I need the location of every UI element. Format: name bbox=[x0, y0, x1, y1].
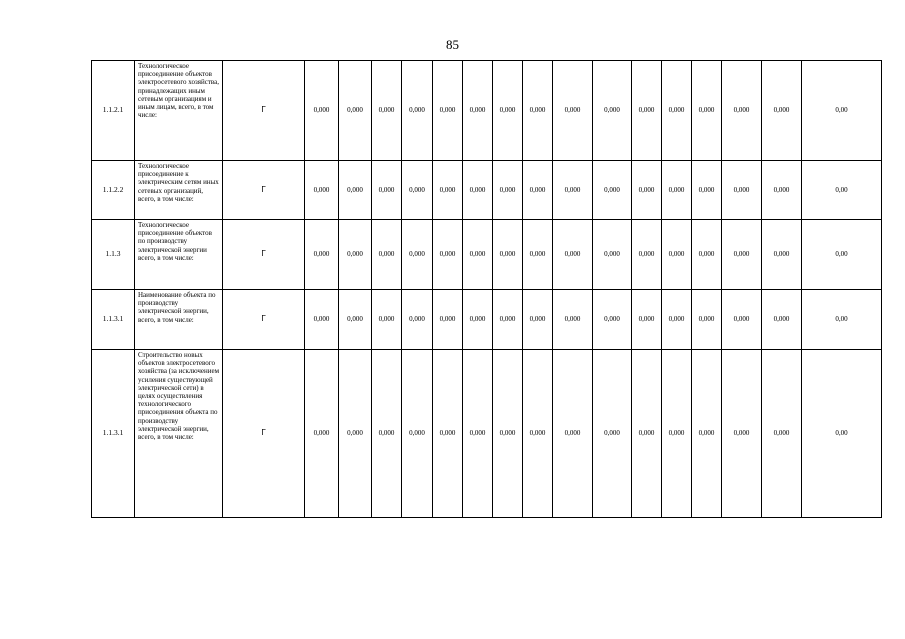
row-value: 0,000 bbox=[553, 220, 593, 290]
row-value: 0,000 bbox=[662, 350, 692, 518]
row-name: Технологическое присоединение к электрическим сетям иных сетевых организаций, всего, в том числе: bbox=[135, 161, 223, 220]
row-value: 0,00 bbox=[802, 290, 882, 350]
row-value: 0,000 bbox=[433, 290, 463, 350]
row-value: 0,000 bbox=[762, 161, 802, 220]
row-value: 0,000 bbox=[463, 61, 493, 161]
table-row bbox=[92, 290, 882, 350]
row-value: 0,000 bbox=[523, 161, 553, 220]
row-name: Технологическое присоединение объектов электросетевого хозяйства, принадлежащих иным сетевым организациям и иным лицам, всего, в том числе: bbox=[135, 61, 223, 161]
row-value: 0,000 bbox=[593, 220, 632, 290]
row-value: 0,000 bbox=[593, 161, 632, 220]
row-value: 0,000 bbox=[692, 220, 722, 290]
row-value: 0,000 bbox=[463, 290, 493, 350]
page-number: 85 bbox=[446, 37, 459, 52]
row-code: 1.1.2.1 bbox=[92, 61, 135, 161]
row-value: 0,000 bbox=[593, 290, 632, 350]
row-value: 0,000 bbox=[339, 161, 372, 220]
row-value: 0,000 bbox=[305, 350, 339, 518]
row-value: 0,000 bbox=[553, 161, 593, 220]
row-value: 0,000 bbox=[692, 350, 722, 518]
row-value: 0,000 bbox=[305, 61, 339, 161]
row-value: 0,000 bbox=[339, 220, 372, 290]
row-value: 0,000 bbox=[372, 290, 402, 350]
row-value: 0,000 bbox=[463, 350, 493, 518]
row-value: 0,000 bbox=[402, 290, 433, 350]
row-name: Технологическое присоединение объектов по производству электрической энергии всего, в том числе: bbox=[135, 220, 223, 290]
row-value: 0,000 bbox=[632, 161, 662, 220]
row-value: 0,000 bbox=[372, 220, 402, 290]
row-value: 0,000 bbox=[463, 161, 493, 220]
row-value: 0,000 bbox=[692, 161, 722, 220]
row-code: 1.1.2.2 bbox=[92, 161, 135, 220]
row-code: 1.1.3.1 bbox=[92, 290, 135, 350]
row-code: 1.1.3 bbox=[92, 220, 135, 290]
row-value: 0,000 bbox=[722, 61, 762, 161]
row-value: 0,000 bbox=[523, 61, 553, 161]
row-unit: Г bbox=[223, 350, 305, 518]
row-name: Строительство новых объектов электросетевого хозяйства (за исключением усиления существующей электрической сети) в целях осуществления технологического присоединения объекта по производству электрической энергии, всего, в том числе: bbox=[135, 350, 223, 518]
row-value: 0,000 bbox=[662, 290, 692, 350]
row-value: 0,000 bbox=[523, 220, 553, 290]
row-value: 0,000 bbox=[493, 161, 523, 220]
row-value: 0,00 bbox=[802, 220, 882, 290]
row-value: 0,000 bbox=[593, 350, 632, 518]
row-value: 0,000 bbox=[553, 290, 593, 350]
investment-table bbox=[91, 60, 882, 518]
table-row bbox=[92, 161, 882, 220]
row-value: 0,000 bbox=[463, 220, 493, 290]
row-value: 0,000 bbox=[433, 350, 463, 518]
row-value: 0,000 bbox=[722, 350, 762, 518]
row-value: 0,000 bbox=[722, 220, 762, 290]
row-value: 0,00 bbox=[802, 350, 882, 518]
row-value: 0,000 bbox=[593, 61, 632, 161]
table-row bbox=[92, 350, 882, 518]
row-value: 0,000 bbox=[692, 290, 722, 350]
row-value: 0,000 bbox=[339, 290, 372, 350]
row-value: 0,000 bbox=[402, 161, 433, 220]
row-value: 0,000 bbox=[493, 350, 523, 518]
row-value: 0,000 bbox=[762, 61, 802, 161]
row-unit: Г bbox=[223, 61, 305, 161]
row-value: 0,000 bbox=[662, 61, 692, 161]
row-value: 0,000 bbox=[632, 220, 662, 290]
row-value: 0,000 bbox=[722, 290, 762, 350]
row-value: 0,000 bbox=[493, 61, 523, 161]
row-value: 0,000 bbox=[402, 220, 433, 290]
row-value: 0,000 bbox=[553, 350, 593, 518]
row-value: 0,000 bbox=[433, 161, 463, 220]
row-value: 0,000 bbox=[372, 61, 402, 161]
row-value: 0,000 bbox=[493, 290, 523, 350]
row-value: 0,000 bbox=[632, 290, 662, 350]
table-row bbox=[92, 220, 882, 290]
row-value: 0,000 bbox=[433, 61, 463, 161]
row-value: 0,000 bbox=[523, 290, 553, 350]
row-unit: Г bbox=[223, 220, 305, 290]
row-value: 0,000 bbox=[305, 290, 339, 350]
row-value: 0,000 bbox=[632, 61, 662, 161]
row-value: 0,000 bbox=[762, 220, 802, 290]
row-value: 0,000 bbox=[372, 161, 402, 220]
row-value: 0,000 bbox=[305, 161, 339, 220]
row-value: 0,000 bbox=[433, 220, 463, 290]
row-value: 0,00 bbox=[802, 61, 882, 161]
row-value: 0,000 bbox=[402, 350, 433, 518]
row-value: 0,000 bbox=[523, 350, 553, 518]
row-value: 0,000 bbox=[372, 350, 402, 518]
row-value: 0,000 bbox=[632, 350, 662, 518]
row-unit: Г bbox=[223, 290, 305, 350]
row-value: 0,000 bbox=[339, 350, 372, 518]
row-value: 0,000 bbox=[762, 350, 802, 518]
row-unit: Г bbox=[223, 161, 305, 220]
row-value: 0,000 bbox=[692, 61, 722, 161]
row-value: 0,000 bbox=[553, 61, 593, 161]
row-value: 0,000 bbox=[762, 290, 802, 350]
row-value: 0,00 bbox=[802, 161, 882, 220]
row-code: 1.1.3.1 bbox=[92, 350, 135, 518]
row-value: 0,000 bbox=[305, 220, 339, 290]
row-value: 0,000 bbox=[662, 161, 692, 220]
row-name: Наименование объекта по производству электрической энергии, всего, в том числе: bbox=[135, 290, 223, 350]
row-value: 0,000 bbox=[722, 161, 762, 220]
row-value: 0,000 bbox=[662, 220, 692, 290]
row-value: 0,000 bbox=[402, 61, 433, 161]
row-value: 0,000 bbox=[493, 220, 523, 290]
table-body bbox=[92, 61, 882, 518]
table-row bbox=[92, 61, 882, 161]
row-value: 0,000 bbox=[339, 61, 372, 161]
